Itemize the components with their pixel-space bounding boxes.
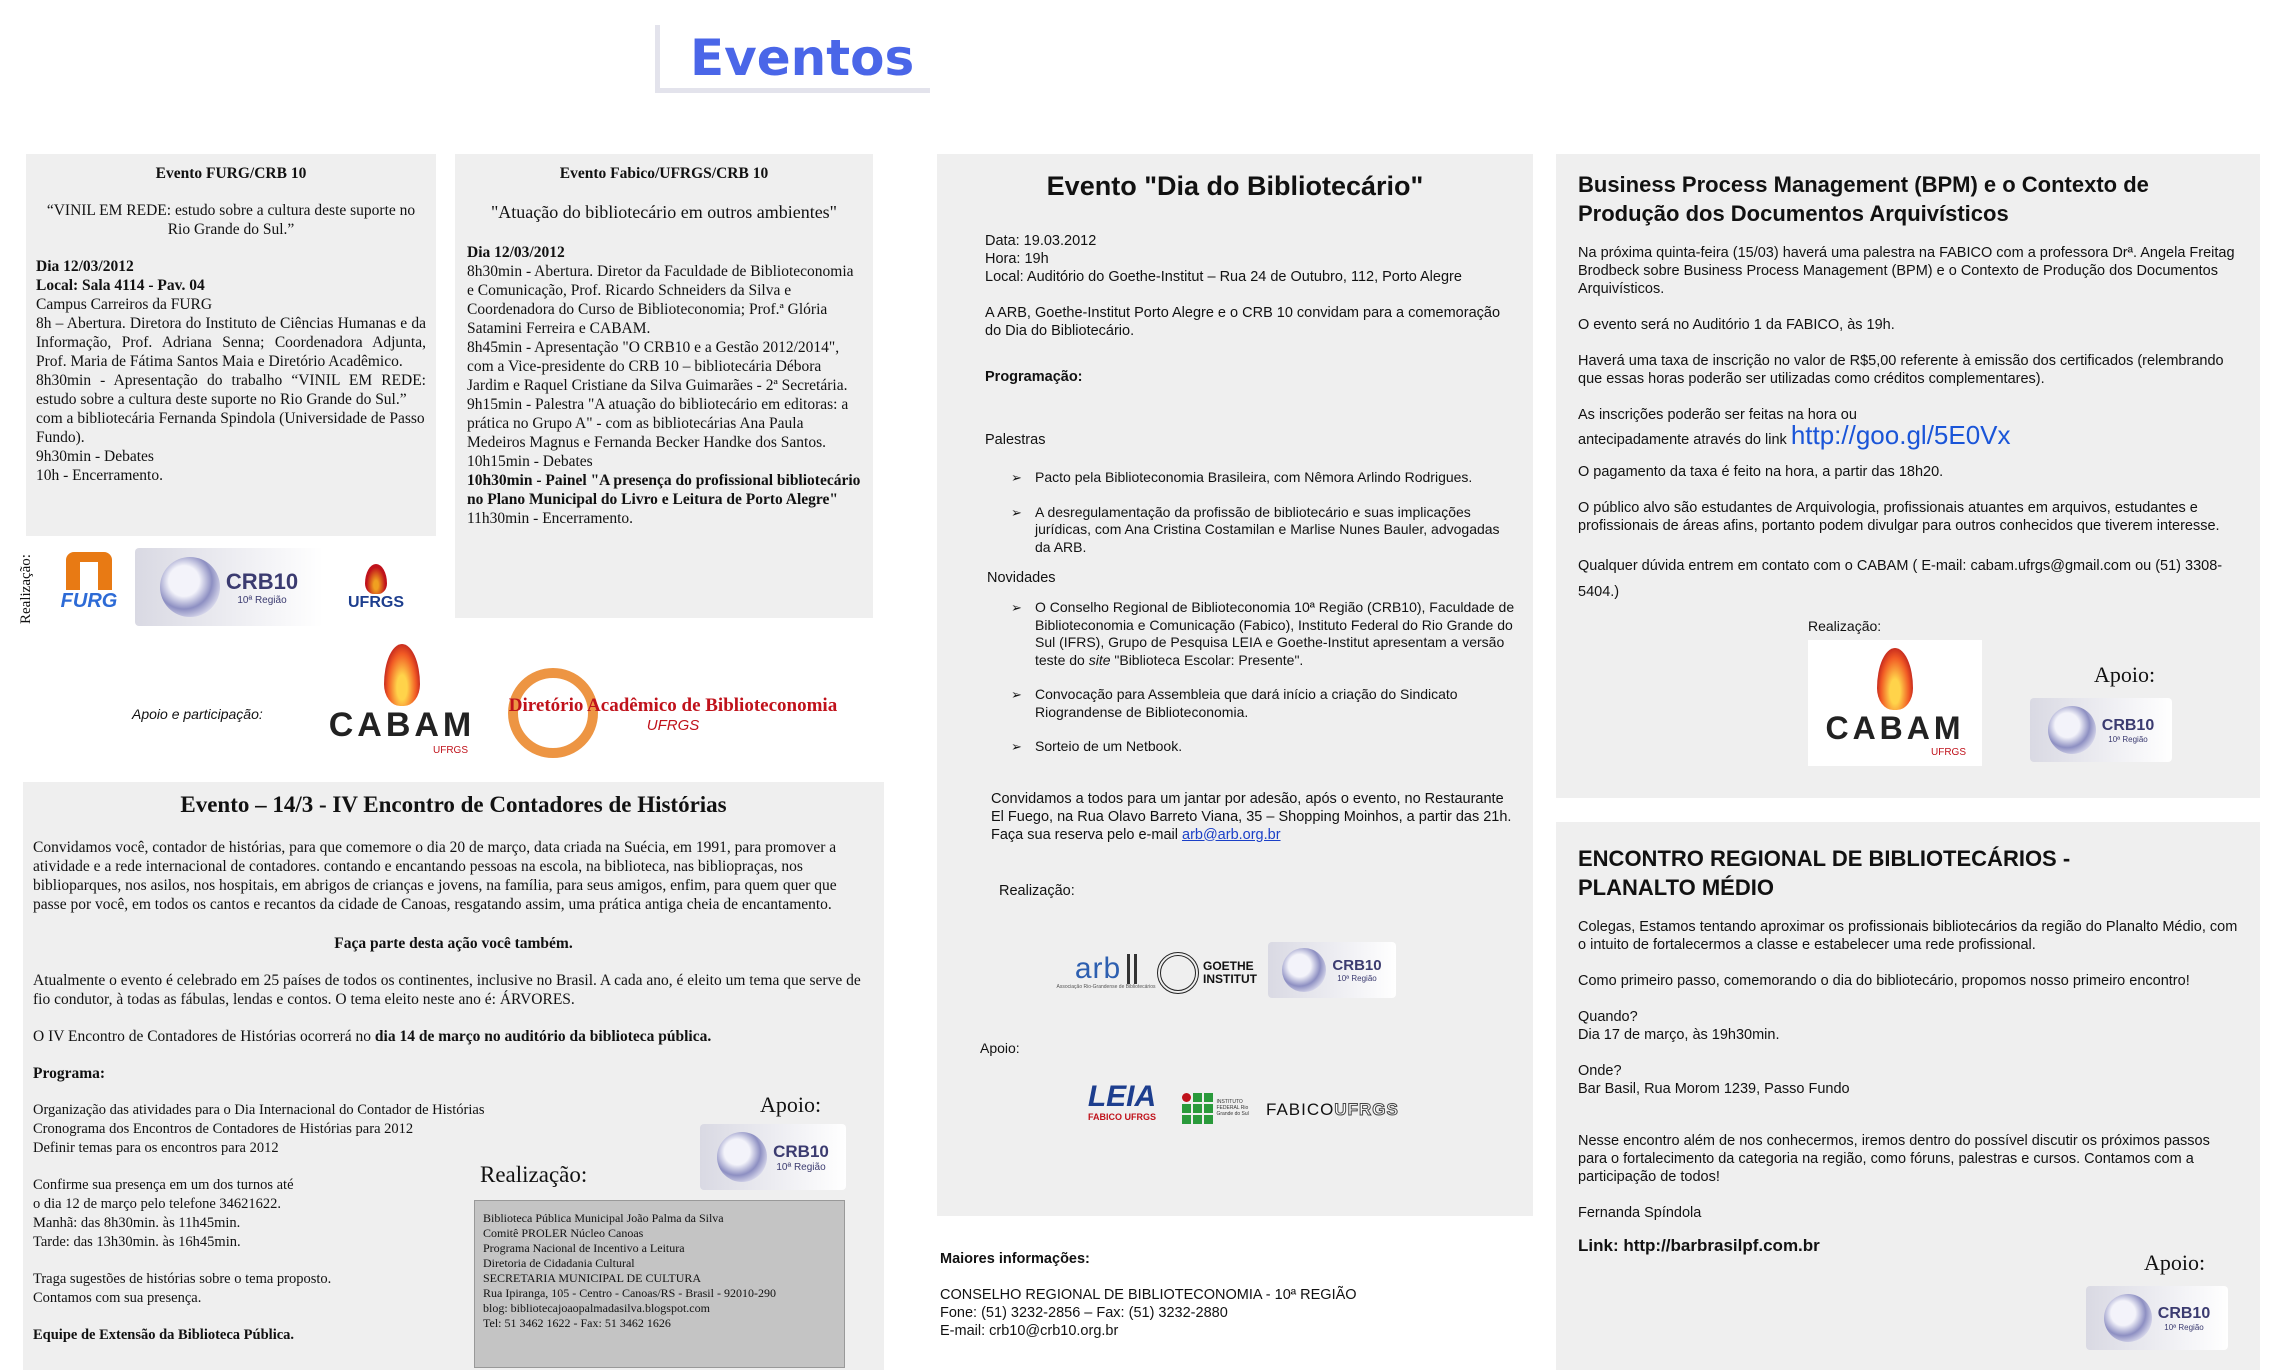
furg-line-1: 8h – Abertura. Diretora do Instituto de Ciências Humanas e da Informação, Prof. Adriana Senna; Coordenadora Adjunta, Prof. Maria de Fátima Santos Maia e Diretório Acadêmico.: [36, 315, 426, 370]
arb-email-link[interactable]: arb@arb.org.br: [1182, 826, 1281, 843]
bibliotecario-jantar: Convidamos a todos para um jantar por adesão, após o evento, no Restaurante El Fuego, na Rua Olavo Barreto Viana, 35 – Shopping Moinhos, a partir das 21h.: [991, 790, 1512, 825]
crb10-logo-name: CRB10: [2101, 716, 2155, 734]
contadores-c4: Tarde: das 13h30min. às 16h45min.: [33, 1234, 241, 1250]
fabico-logo: [1266, 1100, 1399, 1120]
cabam-logo-name: CABAM: [1825, 710, 1965, 746]
contadores-realizacao-label: Realização:: [480, 1162, 588, 1187]
realizacao-line: Rua Ipiranga, 105 - Centro - Canoas/RS - Brasil - 92010-290: [483, 1286, 776, 1300]
contadores-c2: o dia 12 de março pelo telefone 34621622.: [33, 1196, 282, 1212]
bpm-p4: As inscrições poderão ser feitas na hora ou: [1578, 407, 1857, 423]
maiores-line-1: CONSELHO REGIONAL DE BIBLIOTECONOMIA - 10ª REGIÃO: [940, 1287, 1357, 1303]
event-fabico-panel: [455, 154, 873, 618]
leia-logo: [1076, 1074, 1168, 1130]
contadores-apoio-label: Apoio:: [760, 1092, 822, 1117]
bpm-p8: Qualquer dúvida entrem em contato com o CABAM ( E-mail: cabam.ufrgs@gmail.com ou (51) 3308-5404.): [1578, 558, 2223, 600]
ufrgs-logo-text: UFRGS: [348, 594, 404, 611]
contadores-p3: Atualmente o evento é celebrado em 25 países de todos os continentes, inclusive no Brasil. A cada ano, é eleito um tema que serve de fio condutor, à todas as fábulas, lendas e contos. O tema eleito neste ano é: ÁRVORES.: [33, 972, 861, 1008]
list-item: ➢ Pacto pela Biblioteconomia Brasileira, com Nêmora Arlindo Rodrigues.: [1011, 469, 1515, 487]
fabico-heading: Evento Fabico/UFRGS/CRB 10: [559, 165, 769, 182]
furg-line-4: 9h30min - Debates: [36, 448, 154, 465]
event-furg-panel: [26, 154, 436, 536]
crb10-logo-name: CRB10: [773, 1141, 829, 1161]
furg-realizacao-label: Realização:: [18, 554, 34, 624]
contadores-p4a: O IV Encontro de Contadores de Histórias ocorrerá no: [33, 1028, 375, 1045]
bibliotecario-palestras: Palestras: [985, 432, 1046, 448]
contadores-programa: Programa:: [33, 1065, 106, 1082]
crb10-logo-region: 10ª Região: [237, 594, 287, 606]
realizacao-line: Diretoria de Cidadania Cultural: [483, 1256, 635, 1270]
page-title: Eventos: [655, 25, 930, 93]
goethe-logo: [1154, 950, 1260, 996]
crb10-logo-region: 10ª Região: [2164, 1322, 2204, 1332]
furg-line-3: com a bibliotecária Fernanda Spindola (Universidade de Passo Fundo).: [36, 410, 425, 446]
bpm-realizacao-label: Realização:: [1808, 618, 1882, 634]
realizacao-line: SECRETARIA MUNICIPAL DE CULTURA: [483, 1271, 702, 1285]
cabam-flame-icon: [1877, 648, 1913, 710]
bibliotecario-novidades: Novidades: [987, 570, 1056, 586]
leia-logo-text: LEIA: [1087, 1080, 1157, 1113]
bibliotecario-reserva: [955, 826, 1515, 844]
bpm-p2: O evento será no Auditório 1 da FABICO, às 19h.: [1578, 317, 1895, 333]
bpm-apoio-label: Apoio:: [2094, 662, 2156, 687]
fabico-line-2: 8h45min - Apresentação "O CRB10 e a Gestão 2012/2014", com a Vice-presidente do CRB 10 – bibliotecária Débora Jardim e Raquel Cristiane da Silva Guimarães - 2ª Secretária.: [467, 339, 848, 394]
furg-line-2: 8h30min - Apresentação do trabalho “VINIL EM REDE: estudo sobre a cultura deste suporte no Rio Grande do Sul.”: [36, 372, 426, 408]
encontro-p1: Colegas, Estamos tentando aproximar os profissionais bibliotecários da região do Planalto Médio, com o intuito de fortalecermos a classe e estabelecer uma rede profissional.: [1578, 919, 2238, 953]
bpm-p7: O público alvo são estudantes de Arquivologia, profissionais atuantes em arquivos, estudantes e profissionais de áreas afins, portanto podem divulgar para outros conhecidos que tiverem interesse.: [1578, 500, 2220, 534]
if-logo-sub: INSTITUTO FEDERAL Rio Grande do Sul: [1216, 1099, 1249, 1117]
bpm-crb10-logo: [2030, 698, 2172, 762]
bpm-cabam-logo: [1808, 640, 1982, 766]
contadores-p1: Convidamos você, contador de histórias, para que comemore o dia 20 de março, data criada na Suécia, em 1991, para promover a atividade e a rede internacional de contadores. contando e encantando pessoas na escola, na biblioteca, nas bibliopraças, nos biblioparques, nos asilos, nos hospitais, em abrigos de crianças e jovens, na família, para seus amigos, enfim, para quem quer que passe por você, em todos os cantos e recantos da cidade de Canoas, resgatando assim, uma prática antiga cheia de encantamento.: [33, 839, 837, 913]
crb10-logo-region: 10ª Região: [1337, 974, 1377, 983]
bibliotecario-hora: Hora: 19h: [985, 251, 1049, 267]
encontro-sign: Fernanda Spíndola: [1578, 1205, 1702, 1221]
contadores-t1: Traga sugestões de histórias sobre o tema proposto.: [33, 1271, 332, 1287]
encontro-a2: Bar Basil, Rua Morom 1239, Passo Fundo: [1578, 1081, 1850, 1097]
furg-date: Dia 12/03/2012: [36, 258, 134, 275]
contadores-c1: Confirme sua presença em um dos turnos até: [33, 1177, 294, 1193]
bpm-registration-link[interactable]: http://goo.gl/5E0Vx: [1790, 420, 2011, 450]
diretorio-logo-sub: UFRGS: [646, 716, 700, 734]
cabam-logo-name: CABAM: [328, 706, 476, 744]
realizacao-line: Tel: 51 3462 1622 - Fax: 51 3462 1626: [483, 1316, 671, 1330]
cabam-logo-sub: UFRGS: [433, 745, 468, 756]
cabam-flame-icon: [384, 644, 420, 706]
bpm-p1: Na próxima quinta-feira (15/03) haverá uma palestra na FABICO com a professora Drª. Angela Freitag Brodbeck sobre Business Process Management (BPM) e o Contexto de Produção dos Documentos Arquivísticos.: [1578, 245, 2235, 297]
bibliotecario-convite: A ARB, Goethe-Institut Porto Alegre e o CRB 10 convidam para a comemoração do Dia do Bibliotecário.: [985, 305, 1501, 339]
leia-logo-sub: FABICO UFRGS: [1087, 1112, 1156, 1122]
goethe-logo-line1: GOETHE: [1203, 959, 1254, 973]
contadores-p2: Faça parte desta ação você também.: [334, 935, 573, 952]
fabico-logo-ufrgs: UFRGS: [1334, 1100, 1399, 1119]
fabico-subtitle: "Atuação do bibliotecário em outros ambientes": [490, 202, 838, 222]
contadores-realizacao-box: [474, 1200, 845, 1368]
encontro-q1: Quando?: [1578, 1009, 1638, 1025]
nov1-tail: "Biblioteca Escolar: Presente".: [1110, 651, 1304, 668]
furg-logo-text: FURG: [60, 589, 118, 612]
contadores-c3: Manhã: das 8h30min. às 11h45min.: [33, 1215, 241, 1231]
contadores-prog-2: Cronograma dos Encontros de Contadores de Histórias para 2012: [33, 1121, 414, 1137]
list-item: ➢ Convocação para Assembleia que dará início a criação do Sindicato Riograndense de Biblioteconomia.: [1011, 686, 1515, 721]
maiores-line-3: E-mail: crb10@crb10.org.br: [940, 1323, 1119, 1339]
realizacao-line: blog: bibliotecajoaopalmadasilva.blogspot.com: [483, 1301, 710, 1315]
crb10-logo-name: CRB10: [225, 568, 299, 594]
contadores-p4: [33, 1027, 874, 1046]
novidades-list: [955, 599, 1515, 756]
realizacao-line: Biblioteca Pública Municipal João Palma da Silva: [483, 1211, 724, 1225]
crb10-logo-region: 10ª Região: [776, 1161, 826, 1173]
list-item: ➢ A desregulamentação da profissão de bibliotecário e suas implicações jurídicas, com Ana Cristina Costamilan e Marlise Nunes Bauler, advogadas da ARB.: [1011, 504, 1515, 557]
realizacao-line: Programa Nacional de Incentivo a Leitura: [483, 1241, 685, 1255]
encontro-apoio-label: Apoio:: [2144, 1250, 2206, 1275]
furg-heading: Evento FURG/CRB 10: [155, 165, 307, 182]
encontro-link[interactable]: Link: http://barbrasilpf.com.br: [1578, 1236, 1820, 1255]
furg-logo: [55, 550, 123, 614]
contadores-sign: Equipe de Extensão da Biblioteca Pública.: [33, 1327, 295, 1343]
contadores-t2: Contamos com sua presença.: [33, 1290, 202, 1306]
nov1-text: O Conselho Regional de Biblioteconomia 10ª Região (CRB10), Faculdade de Biblioteconomia e Comunicação (Fabico), Instituto Federal do Rio Grande do Sul (IFRS), Grupo de Pesquisa LEIA e Goethe-Institut apresentam a versão teste do: [1035, 599, 1515, 668]
arb-logo-sub: Associação Rio-Grandense de Bibliotecários: [1056, 984, 1156, 990]
encontro-crb10-logo: [2086, 1286, 2228, 1350]
list-item: ➢ Sorteio de um Netbook.: [1011, 738, 1515, 756]
bibliotecario-heading: Evento "Dia do Bibliotecário": [1046, 171, 1424, 201]
cabam-logo-sub: UFRGS: [1931, 747, 1966, 758]
furg-campus: Campus Carreiros da FURG: [36, 296, 213, 313]
bpm-p5-text: antecipadamente através do link: [1578, 432, 1791, 448]
bpm-p5: [1578, 420, 2238, 450]
apoio-participacao-label: Apoio e participação:: [132, 706, 263, 722]
encontro-heading: ENCONTRO REGIONAL DE BIBLIOTECÁRIOS - PLANALTO MÉDIO: [1578, 846, 2071, 900]
fabico-line-4: 10h15min - Debates: [467, 453, 593, 470]
bibliotecario-local: Local: Auditório do Goethe-Institut – Rua 24 de Outubro, 112, Porto Alegre: [985, 269, 1462, 285]
arb-logo-text: arb: [1075, 954, 1137, 984]
contadores-p4b: dia 14 de março no auditório da biblioteca pública.: [374, 1028, 712, 1045]
contadores-prog-3: Definir temas para os encontros para 2012: [33, 1140, 279, 1156]
diretorio-academico-logo: [508, 668, 838, 760]
arb-logo: [1056, 944, 1156, 1000]
goethe-logo-line2: INSTITUT: [1203, 972, 1257, 986]
if-logo: [1178, 1084, 1256, 1132]
encontro-p3: Nesse encontro além de nos conhecermos, iremos dentro do possível discutir os próximos passos para o fortalecimento da categoria na região, como fóruns, palestras e cursos. Contamos com a participação de todos!: [1578, 1133, 2210, 1185]
fabico-line-6: 11h30min - Encerramento.: [467, 510, 633, 527]
encontro-a1: Dia 17 de março, às 19h30min.: [1578, 1027, 1780, 1043]
maiores-line-2: Fone: (51) 3232-2856 – Fax: (51) 3232-2880: [940, 1305, 1228, 1321]
bibliotecario-realizacao: Realização:: [999, 882, 1075, 899]
fabico-date: Dia 12/03/2012: [467, 244, 565, 261]
ufrgs-logo: [340, 556, 412, 620]
encontro-p2: Como primeiro passo, comemorando o dia do bibliotecário, propomos nosso primeiro encontro!: [1578, 973, 2190, 989]
bpm-p3: Haverá uma taxa de inscrição no valor de R$5,00 referente à emissão dos certificados (relembrando que essas horas poderão ser utilizadas como créditos complementares).: [1578, 353, 2224, 387]
crb10-logo-region: 10ª Região: [2108, 734, 2148, 744]
furg-line-5: 10h - Encerramento.: [36, 467, 163, 484]
maiores-informacoes: [940, 1250, 1357, 1340]
crb10-logo-name: CRB10: [1332, 957, 1382, 974]
fabico-logo-text: FABICO: [1266, 1100, 1335, 1119]
bibliotecario-programacao: Programação:: [985, 369, 1083, 385]
contadores-prog-1: Organização das atividades para o Dia Internacional do Contador de Histórias: [33, 1102, 485, 1118]
bpm-p6: O pagamento da taxa é feito na hora, a partir das 18h20.: [1578, 464, 1944, 480]
list-item: [1011, 599, 1515, 669]
contadores-crb10-logo: [700, 1124, 846, 1190]
bibliotecario-data: Data: 19.03.2012: [985, 233, 1097, 249]
fabico-line-5: 10h30min - Painel "A presença do profissional bibliotecário no Plano Municipal do Livro e Leitura de Porto Alegre": [467, 472, 861, 508]
crb10-logo: [135, 548, 323, 626]
bpm-heading: Business Process Management (BPM) e o Contexto de Produção dos Documentos Arquivísticos: [1578, 172, 2149, 226]
bibliotecario-crb10-logo: [1268, 942, 1396, 998]
event-bibliotecario-panel: [937, 154, 1533, 1216]
maiores-title: Maiores informações:: [940, 1251, 1090, 1267]
fabico-line-1: 8h30min - Abertura. Diretor da Faculdade de Biblioteconomia e Comunicação, Prof. Ricardo Schneiders da Silva e Coordenadora do Curso de Biblioteconomia; Prof.ª Glória Satamini Ferreira e CABAM.: [467, 263, 854, 337]
bibliotecario-apoio: Apoio:: [980, 1040, 1020, 1056]
nov1-site: site: [1088, 651, 1111, 668]
palestras-list: [955, 469, 1515, 556]
fabico-line-3: 9h15min - Palestra "A atuação do bibliotecário em editoras: a prática no Grupo A" - com as bibliotecárias Ana Paula Medeiros Magnus e Fernanda Becker Handke dos Santos.: [467, 396, 849, 451]
cabam-logo: [322, 640, 482, 760]
encontro-q2: Onde?: [1578, 1063, 1622, 1079]
crb10-logo-name: CRB10: [2157, 1304, 2211, 1322]
realizacao-line: Comitê PROLER Núcleo Canoas: [483, 1226, 644, 1240]
furg-subtitle: “VINIL EM REDE: estudo sobre a cultura deste suporte no Rio Grande do Sul.”: [46, 202, 416, 238]
reserva-text: Faça sua reserva pelo e-mail: [991, 826, 1182, 843]
contadores-heading: Evento – 14/3 - IV Encontro de Contadores de Histórias: [180, 792, 727, 817]
diretorio-logo-text: Diretório Acadêmico de Biblioteconomia: [508, 694, 838, 716]
furg-local: Local: Sala 4114 - Pav. 04: [36, 277, 205, 294]
